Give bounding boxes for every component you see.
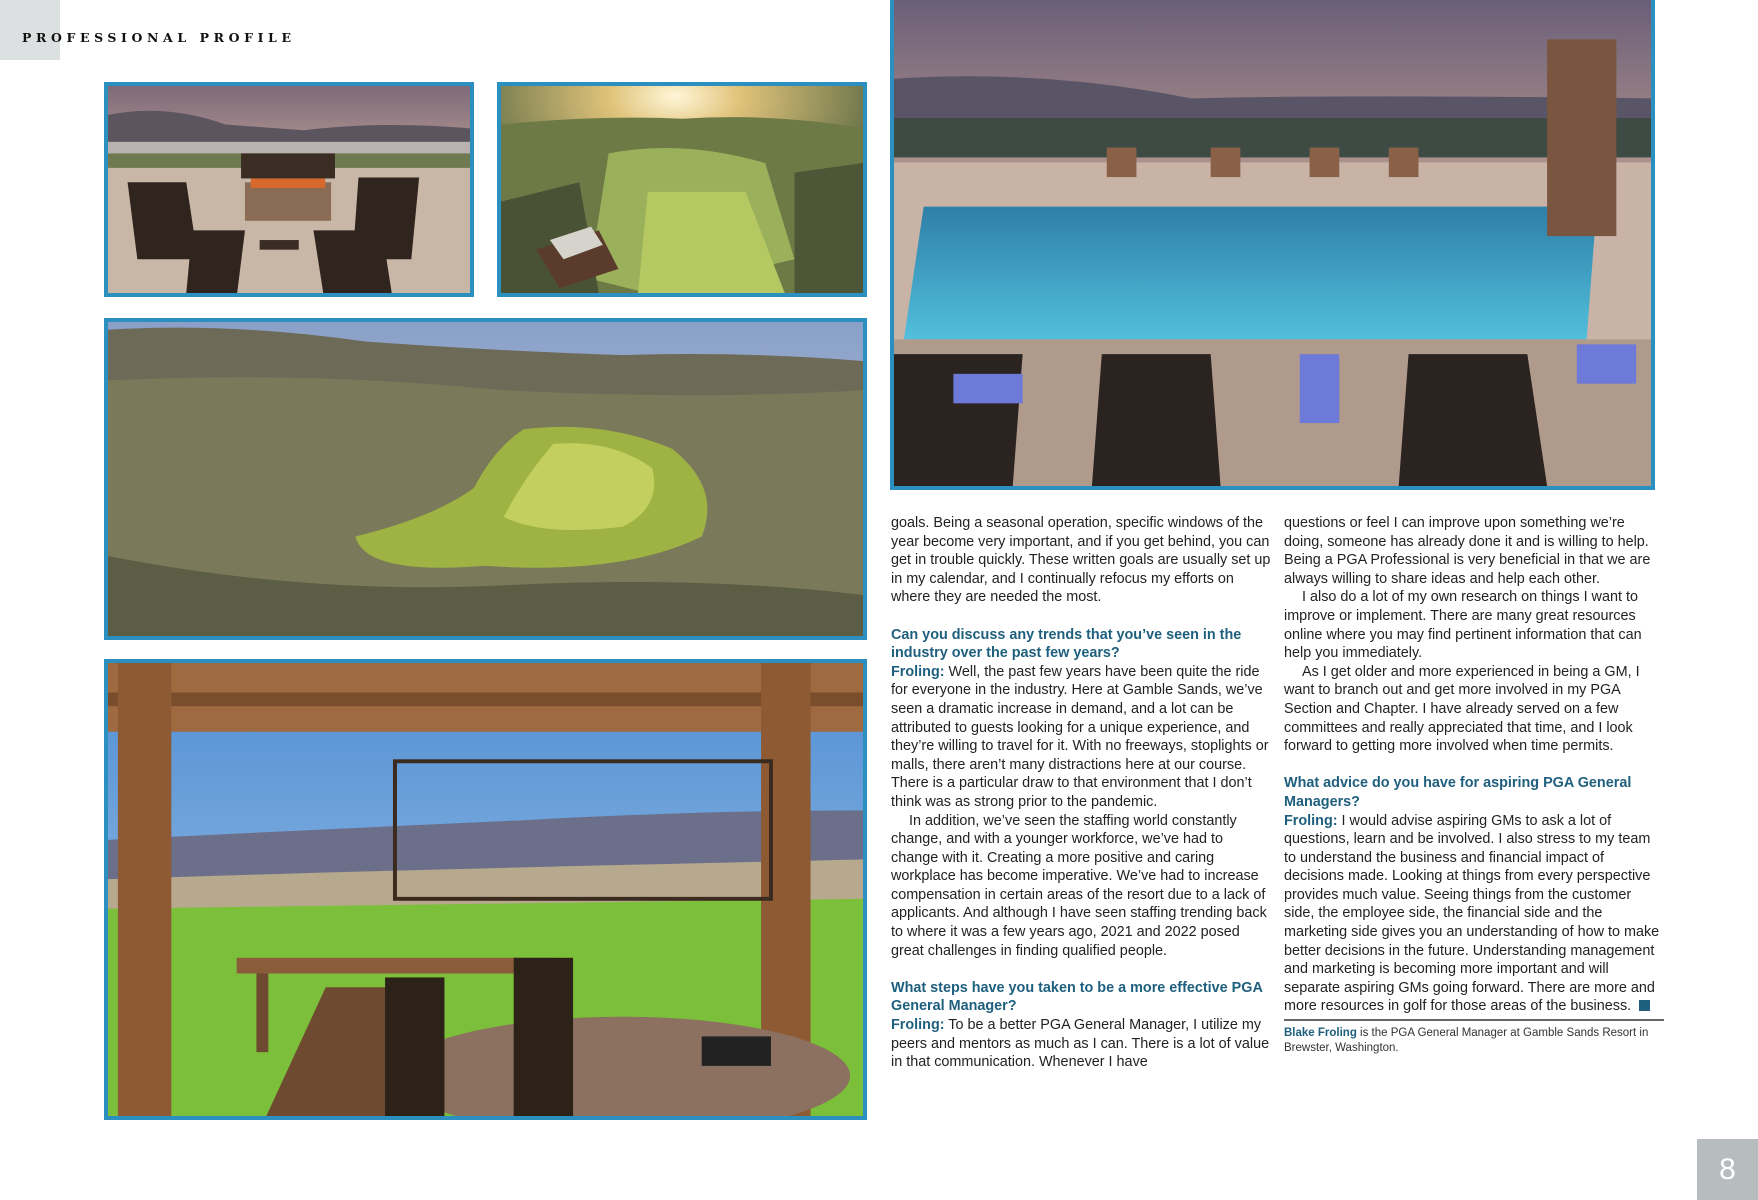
speaker-label: Froling: xyxy=(891,663,945,680)
photo-pool-deck xyxy=(890,0,1655,490)
answer-paragraph xyxy=(891,1016,1271,1072)
photo-aerial-course xyxy=(104,318,867,640)
question-heading: What steps have you taken to be a more effective PGA General Manager? xyxy=(891,979,1263,1015)
answer-text: Well, the past few years have been quite the ride for everyone in the industry. Here at Gamble Sands, we’ve seen a dramatic increase in demand, and a lot can be attributed to guests looking for a unique experience, and they’re willing to travel for it. With no freeways, stoplights or malls, there aren’t many distractions here at our course. There is a particular draw to that environment that I don’t think was as strong prior to the pandemic. xyxy=(891,663,1269,810)
speaker-label: Froling: xyxy=(891,1017,945,1034)
author-bio xyxy=(1284,1026,1664,1056)
article-column-right xyxy=(1284,514,1664,1056)
paragraph: As I get older and more experienced in being a GM, I want to branch out and get more involved in my PGA Section and Chapter. I have already served on a few committees and really appreciated that time, and I look forward to getting more involved when time permits. xyxy=(1284,663,1640,755)
question-heading: What advice do you have for aspiring PGA General Managers? xyxy=(1284,775,1632,810)
end-of-article-mark xyxy=(1639,1000,1650,1011)
answer-text: I would advise aspiring GMs to ask a lot of questions, learn and be involved. I also stress to my team to understand the business and financial impact of decisions made. Looking at things from every perspective provides much value. Seeing things from the customer side, the employee side, the financial side and the marketing side gives you an understanding of how to make better decisions in the future. Understanding management and marketing is becoming more important and will separate aspiring GMs going forward. There are more and more resources in golf for those areas of the business. xyxy=(1284,812,1660,1015)
article-column-left xyxy=(891,514,1271,1072)
paragraph: In addition, we’ve seen the staffing world constantly change, and with a younger workforce, we’ve had to change with it. Creating a more positive and caring workplace has become imperative. We’ve had to increase compensation in certain areas of the resort due to a lack of applicants. And although I have seen staffing trending back to where it was a few years ago, 2021 and 2022 posed great challenges in finding qualified people. xyxy=(891,812,1267,959)
speaker-label: Froling: xyxy=(1284,812,1338,829)
answer-text: To be a better PGA General Manager, I utilize my peers and mentors as much as I can. There is a lot of value in that communication. Whenever I have xyxy=(891,1017,1270,1071)
photo-pergola-dining xyxy=(104,659,867,1120)
paragraph: I also do a lot of my own research on things I want to improve or implement. There are many great resources online where you may find pertinent information that can help you immediately. xyxy=(1284,589,1642,662)
paragraph: questions or feel I can improve upon something we’re doing, someone has already done it and is willing to help. Being a PGA Professional is very beneficial in that we are always willing to share ideas and help each other. xyxy=(1284,515,1651,587)
answer-paragraph xyxy=(1284,812,1664,1017)
answer-paragraph xyxy=(891,663,1271,812)
paragraph: goals. Being a seasonal operation, specific windows of the year become very important, and if you get behind, you can get in trouble quickly. These written goals are usually set up in my calendar, and I continually refocus my efforts on where they are needed the most. xyxy=(891,515,1271,606)
bio-text: is the PGA General Manager at Gamble Sands Resort in Brewster, Washington. xyxy=(1284,1027,1649,1055)
photo-aerial-sunrise xyxy=(497,82,867,297)
page-number: 8 xyxy=(1697,1139,1758,1200)
bio-name: Blake Froling xyxy=(1284,1027,1357,1040)
section-label: PROFESSIONAL PROFILE xyxy=(22,30,296,45)
question-heading: Can you discuss any trends that you’ve seen in the industry over the past few years? xyxy=(891,626,1242,662)
photo-firepit-patio xyxy=(104,82,474,297)
bio-divider xyxy=(1284,1019,1664,1021)
